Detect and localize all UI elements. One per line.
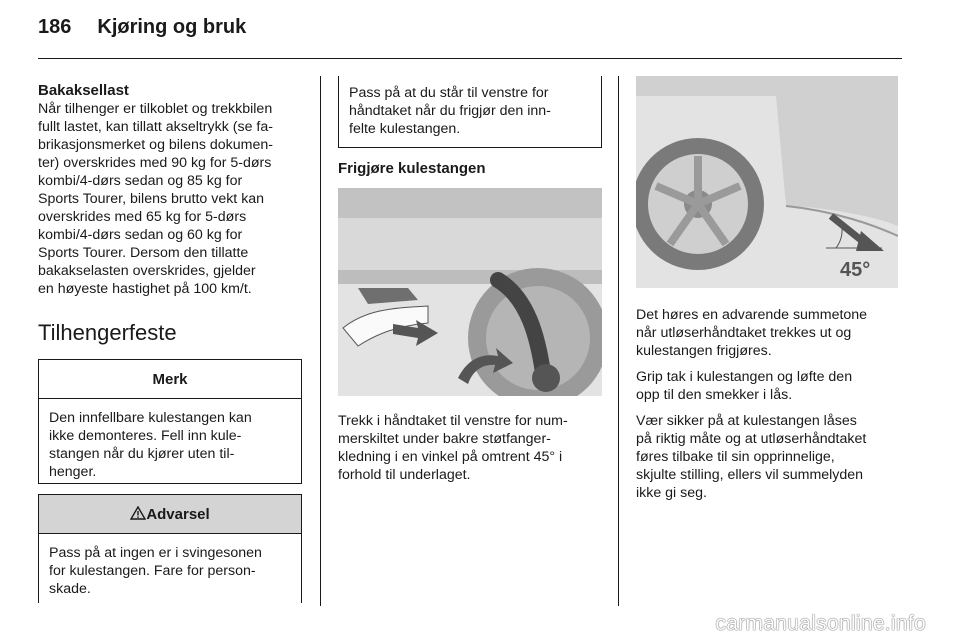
page-number: 186 [38, 16, 72, 38]
column-divider-2 [618, 76, 619, 606]
column-left [38, 82, 304, 603]
note-title: Merk [39, 360, 301, 399]
paragraph-2: Grip tak i kulestangen og løfte den opp til den smekker i lås. [636, 369, 853, 403]
section-title: Tilhengerfeste [38, 320, 177, 345]
paragraph-3: Vær sikker på at kulestangen låses på riktig måte og at utløserhåndtaket føres tilbake til sin opprinnelige, skjulte stilling, ellers vil summelyden ikke gi seg. [636, 413, 867, 501]
release-heading-block [338, 160, 604, 178]
release-angle-figure [636, 76, 898, 288]
warning-triangle-icon [130, 506, 146, 520]
chapter-title: Kjøring og bruk [97, 16, 247, 38]
release-angle-illustration [636, 76, 898, 288]
watermark: carmanualsonline.info [715, 612, 926, 635]
warning-body: Pass på at ingen er i svingesonen for kulestangen. Fare for person- skade. [49, 545, 262, 597]
towbar-release-illustration [338, 188, 602, 396]
towbar-release-figure [338, 188, 602, 396]
warning-title: Advarsel [146, 506, 210, 523]
rear-axle-load-text: Når tilhenger er tilkoblet og trekkbilen fullt lastet, kan tillatt akseltrykk (se fa- brikasjonsmerket og bilens dokumen- ter) overskrides med 90 kg for 5-dørs kombi/4-dørs sedan og 85 kg for Sports Tourer, bilens brutto vekt kan overskrides med 65 kg for 5-dørs kombi/4-dørs sedan og 60 kg for Sports Tourer. Dersom den tillatte bakakselasten overskrides, gjelder en høyeste hastighet på 100 km/t. [38, 101, 273, 297]
paragraph-1: Det høres en advarende summetone når utløserhåndtaket trekkes ut og kulestangen frigjøres. [636, 307, 868, 359]
angle-label: 45° [840, 259, 871, 281]
caution-box: Pass på at du står til venstre for håndtaket når du frigjør den inn- felte kulestangen. [338, 76, 602, 148]
column-divider-1 [320, 76, 321, 606]
page-header [38, 16, 246, 39]
release-instructions: Trekk i håndtaket til venstre for num- merskiltet under bakre støtfanger- kledning i en vinkel på omtrent 45° i forhold til underlaget. [338, 413, 568, 483]
note-box [38, 359, 302, 484]
rear-axle-load-heading: Bakaksellast [38, 82, 129, 99]
note-body: Den innfellbare kulestangen kan ikke demonteres. Fell inn kule- stangen når du kjører uten til- henger. [49, 410, 252, 480]
release-heading: Frigjøre kulestangen [338, 160, 486, 177]
right-column-text [636, 306, 906, 510]
header-rule [38, 58, 902, 59]
warning-header [39, 495, 301, 534]
warning-box [38, 494, 302, 603]
